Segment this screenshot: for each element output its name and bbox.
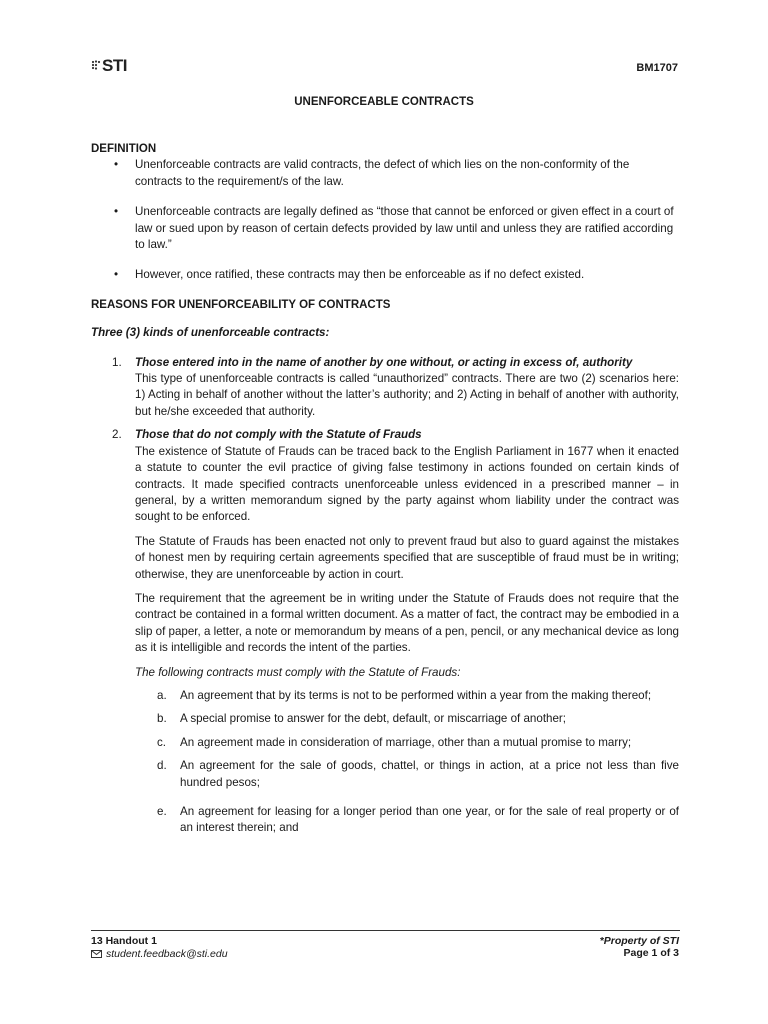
list-item-text: An agreement that by its terms is not to be performed within a year from the making thereof;: [180, 688, 652, 702]
definition-heading: DEFINITION: [91, 143, 157, 155]
footer-right: [600, 935, 679, 959]
definition-bullet: [91, 267, 679, 283]
list-item-text: An agreement for leasing for a longer period than one year, or for the sale of real property or of an interest therein; and: [180, 805, 679, 835]
list-label: d.: [157, 759, 167, 773]
property-notice: *Property of STI: [599, 935, 679, 947]
page-number: Page 1 of 3: [623, 947, 679, 959]
logo-mark-icon: [91, 60, 101, 70]
bullet-icon: •: [114, 205, 119, 219]
document-code: BM1707: [636, 62, 678, 74]
list-label: b.: [157, 712, 167, 726]
list-item: [135, 758, 679, 791]
definition-bullet-text: Unenforceable contracts are legally defined as “those that cannot be enforced or given effect in a court of law or sued upon by reason of certain defects provided by law until and unless they are ratified according to law.”: [135, 205, 674, 252]
numbered-item-2: [91, 427, 679, 837]
numbered-item-1: [91, 355, 679, 421]
item-text: This type of unenforceable contracts is called “unauthorized” contracts. There are two (2) scenarios here: 1) Acting in behalf of another without the latter’s authority; and 2) Acting in behalf of another with authority, but he/she exceeded that authority.: [135, 372, 679, 418]
list-label: c.: [157, 735, 167, 749]
kinds-heading: Three (3) kinds of unenforceable contracts:: [91, 326, 330, 340]
list-label: e.: [157, 805, 167, 818]
item-paragraph: The existence of Statute of Frauds can be traced back to the English Parliament in 1677 when it enacted a statute to counter the evil practice of giving false testimony in actions founded on certain kinds of contracts. It made specified contracts unenforceable unless evidenced in a prescribed manner – in general, by a written memorandum signed by the party against whom liability under the contract was sought to be enforced.: [135, 444, 679, 524]
definition-bullet-text: Unenforceable contracts are valid contracts, the defect of which lies on the non-conformity of the contracts to the requirement/s of the law.: [135, 158, 630, 188]
list-item: [135, 804, 679, 837]
item-paragraph: The requirement that the agreement be in writing under the Statute of Frauds does not require that the contract be contained in a formal written document. As a matter of fact, the contract may be embodied in a slip of paper, a letter, a note or memorandum by means of a pen, pencil, or any mechanical device as long as it is intelligible and records the intent of the parties.: [135, 591, 679, 655]
document-body: [91, 141, 679, 837]
item-number: 2.: [112, 428, 122, 442]
list-item-text: An agreement for the sale of goods, chattel, or things in action, at a price not less than five hundred pesos;: [180, 759, 679, 789]
envelope-icon: [91, 950, 102, 958]
logo-text: STI: [102, 56, 127, 75]
list-label: a.: [157, 688, 167, 702]
list-item: [135, 711, 679, 727]
definition-bullet: [91, 157, 679, 190]
list-item: [135, 735, 679, 751]
definition-bullet-text: However, once ratified, these contracts may then be enforceable as if no defect existed.: [135, 268, 585, 282]
list-item-text: A special promise to answer for the debt, default, or miscarriage of another;: [180, 712, 567, 726]
bullet-icon: •: [114, 158, 119, 172]
reasons-heading: REASONS FOR UNENFORCEABILITY OF CONTRACTS: [91, 298, 391, 311]
list-item-text: An agreement made in consideration of marriage, other than a mutual promise to marry;: [180, 735, 632, 749]
item-paragraph: The Statute of Frauds has been enacted not only to prevent fraud but also to guard against the mistakes of honest men by requiring certain agreements specified that are susceptible of fraud must be in writing; otherwise, they are unenforceable by action in court.: [135, 534, 679, 581]
item-number: 1.: [112, 355, 122, 369]
footer-email-row: [91, 948, 228, 960]
page-title: UNENFORCEABLE CONTRACTS: [294, 96, 474, 108]
list-item: [135, 688, 679, 704]
footer-handout: 13 Handout 1: [91, 935, 157, 947]
item-title: Those entered into in the name of another by one without, or acting in excess of, authority: [135, 355, 633, 369]
list-intro: The following contracts must comply with the Statute of Frauds:: [135, 665, 461, 679]
bullet-icon: •: [114, 268, 119, 282]
footer-divider: [91, 930, 680, 931]
definition-bullet: [91, 204, 679, 253]
item-title: Those that do not comply with the Statute of Frauds: [135, 428, 422, 442]
sti-logo: [91, 56, 127, 76]
feedback-email-link[interactable]: student.feedback@sti.edu: [106, 948, 228, 960]
